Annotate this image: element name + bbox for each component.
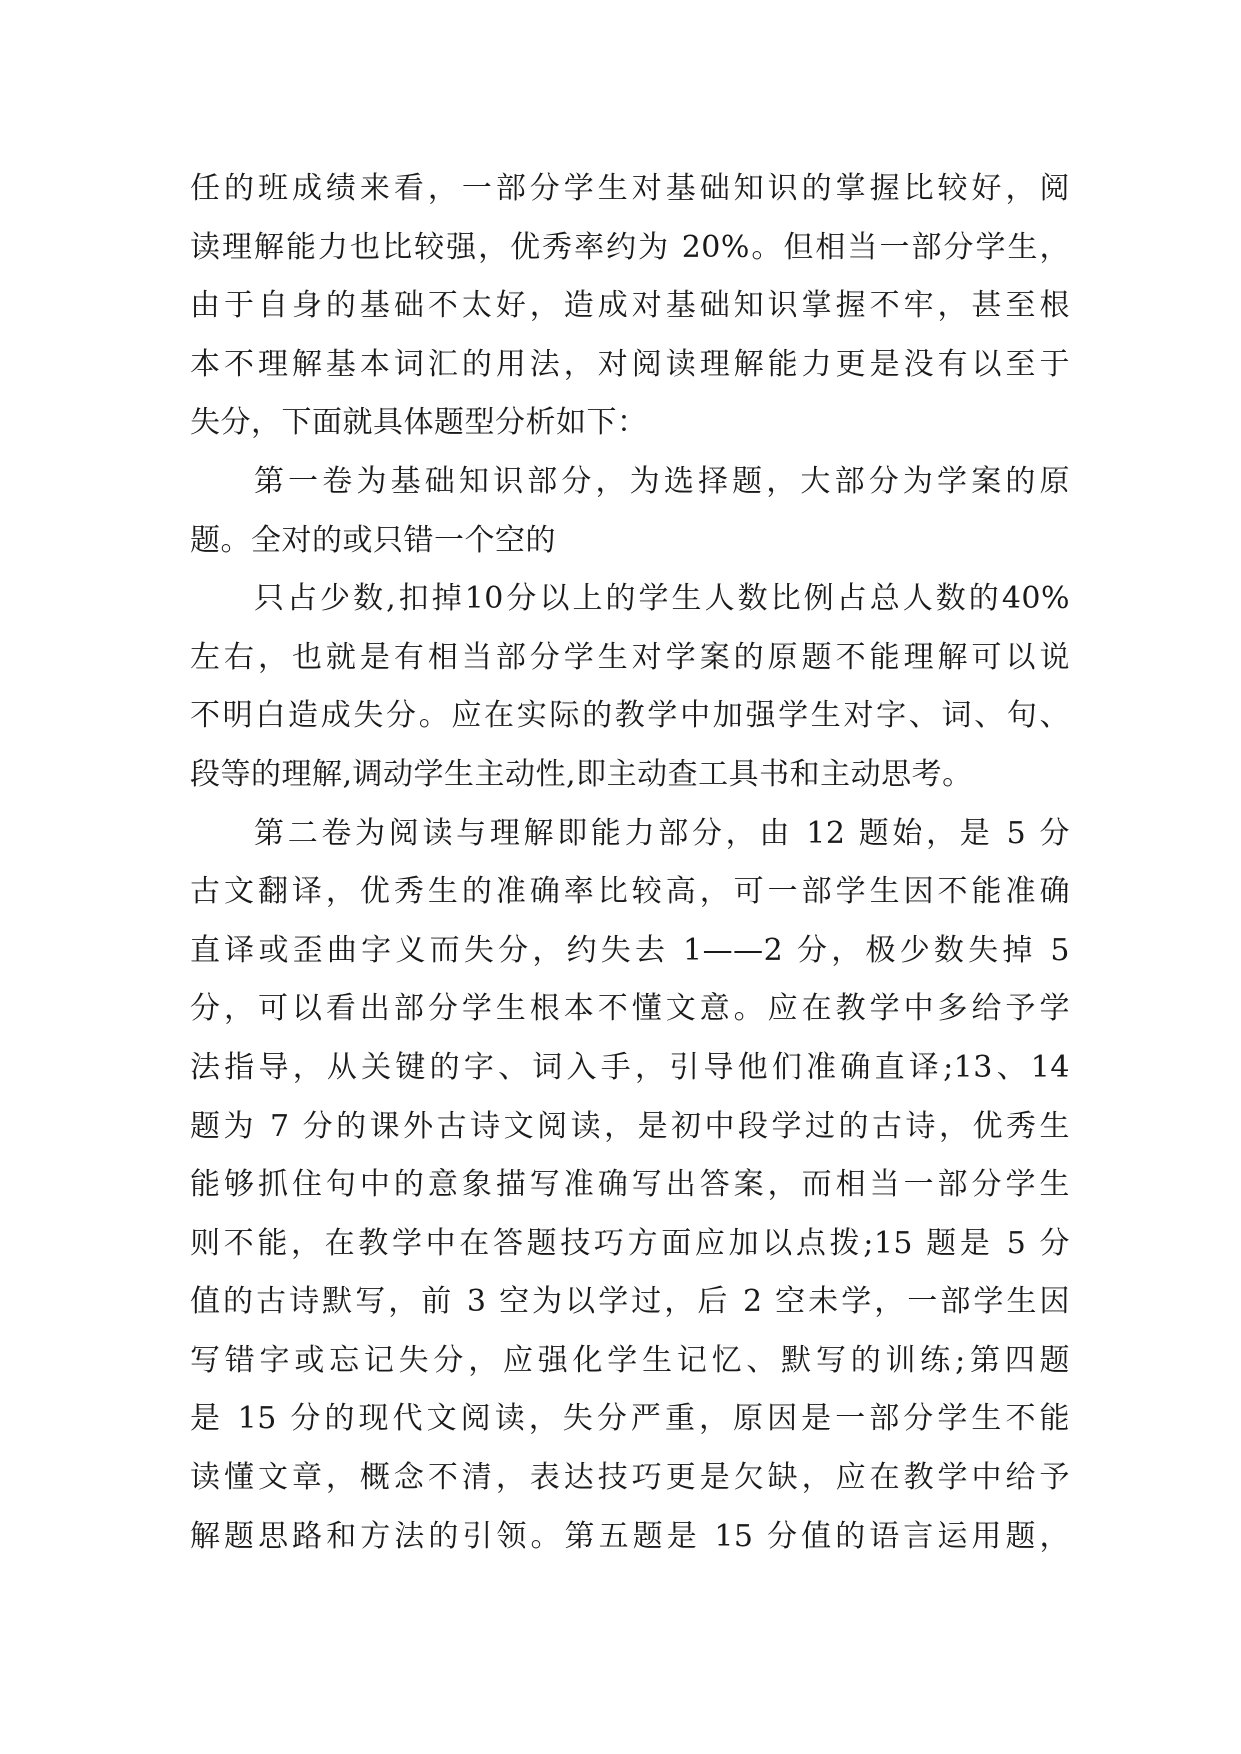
text-line: 能够抓住句中的意象描写准确写出答案，而相当一部分学生 <box>190 1167 1070 1203</box>
text-line: 题为 7 分的课外古诗文阅读，是初中段学过的古诗，优秀生 <box>190 1108 1070 1144</box>
text-line: 分，可以看出部分学生根本不懂文意。应在教学中多给予学 <box>190 991 1070 1027</box>
text-line: 本不理解基本词汇的用法，对阅读理解能力更是没有以至于 <box>190 346 1070 382</box>
text-line: 值的古诗默写，前 3 空为以学过，后 2 空未学，一部学生因 <box>190 1284 1070 1320</box>
text-line: 第二卷为阅读与理解即能力部分，由 12 题始，是 5 分 <box>254 815 1070 851</box>
text-line: 失分，下面就具体题型分析如下： <box>190 405 648 441</box>
text-line: 段等的理解,调动学生主动性,即主动查工具书和主动思考。 <box>190 756 973 792</box>
text-line: 法指导，从关键的字、词入手，引导他们准确直译;13、14 <box>190 1049 1070 1085</box>
text-line: 则不能，在教学中在答题技巧方面应加以点拨;15 题是 5 分 <box>190 1225 1070 1261</box>
text-line: 左右，也就是有相当部分学生对学案的原题不能理解可以说 <box>190 639 1070 675</box>
text-line: 第一卷为基础知识部分，为选择题，大部分为学案的原 <box>254 463 1070 499</box>
text-line: 解题思路和方法的引领。第五题是 15 分值的语言运用题， <box>190 1518 1070 1554</box>
text-line: 读理解能力也比较强，优秀率约为 20%。但相当一部分学生， <box>190 229 1070 265</box>
body-text <box>190 160 1070 1566</box>
text-line: 直译或歪曲字义而失分，约失去 1——2 分，极少数失掉 5 <box>190 932 1070 968</box>
text-line: 由于自身的基础不太好，造成对基础知识掌握不牢，甚至根 <box>190 288 1070 324</box>
text-line: 是 15 分的现代文阅读，失分严重，原因是一部分学生不能 <box>190 1401 1070 1437</box>
text-line: 不明白造成失分。应在实际的教学中加强学生对字、词、句、 <box>190 698 1070 734</box>
text-line: 只占少数,扣掉10分以上的学生人数比例占总人数的40% <box>254 581 1070 617</box>
text-line: 任的班成绩来看，一部分学生对基础知识的掌握比较好，阅 <box>190 171 1070 206</box>
text-line: 题。全对的或只错一个空的 <box>190 522 556 558</box>
text-line: 古文翻译，优秀生的准确率比较高，可一部学生因不能准确 <box>190 874 1070 910</box>
text-line: 写错字或忘记失分，应强化学生记忆、默写的训练;第四题 <box>190 1342 1070 1378</box>
text-line: 读懂文章，概念不清，表达技巧更是欠缺，应在教学中给予 <box>190 1460 1070 1496</box>
